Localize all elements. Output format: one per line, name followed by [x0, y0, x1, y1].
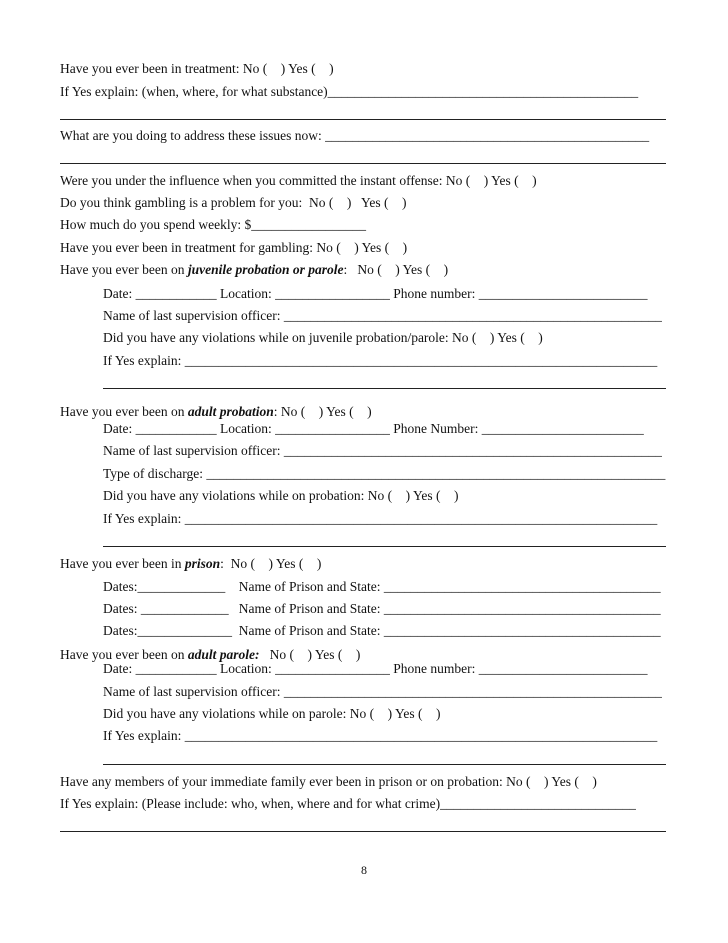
blank-answer-line	[103, 546, 666, 547]
adult-probation-emphasis: adult probation	[187, 404, 274, 419]
family-prison-question: Have any members of your immediate family ever been in prison or on probation: No ( ) Yes ( )	[60, 774, 597, 789]
juvenile-probation-question: Have you ever been on juvenile probation or parole: No ( ) Yes ( )	[60, 262, 449, 277]
family-explain-line: If Yes explain: (Please include: who, when, where and for what crime)_____________________________	[60, 796, 636, 811]
juvenile-probation-emphasis: juvenile probation or parole	[187, 262, 344, 277]
parole-supervision-officer: Name of last supervision officer: ________________________________________________________	[103, 684, 662, 699]
prison-question: Have you ever been in prison: No ( ) Yes ( )	[60, 556, 322, 571]
prison-dates-row: Dates: _____________ Name of Prison and State: _________________________________________	[103, 601, 661, 616]
blank-answer-line	[60, 119, 666, 120]
juvenile-supervision-officer: Name of last supervision officer: ________________________________________________________	[103, 308, 662, 323]
adult-parole-emphasis: adult parole:	[187, 647, 260, 662]
blank-answer-line	[60, 163, 666, 164]
blank-answer-line	[103, 388, 666, 389]
parole-explain-line: If Yes explain: ______________________________________________________________________	[103, 728, 658, 743]
blank-answer-line	[103, 764, 666, 765]
probation-discharge-type: Type of discharge: ____________________________________________________________________	[103, 466, 666, 481]
gambling-problem-question: Do you think gambling is a problem for you: No ( ) Yes ( )	[60, 195, 407, 210]
weekly-spend-question: How much do you spend weekly: $_________________	[60, 217, 366, 232]
address-issues-question: What are you doing to address these issues now: ________________________________________________	[60, 128, 650, 143]
parole-violations-question: Did you have any violations while on parole: No ( ) Yes ( )	[103, 706, 441, 721]
parole-date-location-phone: Date: ____________ Location: _________________ Phone number: _________________________	[103, 661, 648, 676]
influence-question: Were you under the influence when you committed the instant offense: No ( ) Yes ( )	[60, 173, 537, 188]
adult-parole-question: Have you ever been on adult parole: No ( ) Yes ( )	[60, 647, 361, 662]
blank-answer-line	[60, 831, 666, 832]
adult-probation-question: Have you ever been on adult probation: No ( ) Yes ( )	[60, 404, 372, 419]
juvenile-violations-question: Did you have any violations while on juvenile probation/parole: No ( ) Yes ( )	[103, 330, 543, 345]
prison-emphasis: prison	[184, 556, 221, 571]
prison-dates-row: Dates:______________ Name of Prison and State: _________________________________________	[103, 623, 661, 638]
gambling-treatment-question: Have you ever been in treatment for gambling: No ( ) Yes ( )	[60, 240, 408, 255]
treatment-explain-line: If Yes explain: (when, where, for what substance)______________________________________________	[60, 84, 639, 99]
probation-date-location-phone: Date: ____________ Location: _________________ Phone Number: ________________________	[103, 421, 644, 436]
juvenile-date-location-phone: Date: ____________ Location: _________________ Phone number: _________________________	[103, 286, 648, 301]
probation-violations-question: Did you have any violations while on probation: No ( ) Yes ( )	[103, 488, 459, 503]
page-number: 8	[361, 863, 367, 877]
juvenile-explain-line: If Yes explain: ______________________________________________________________________	[103, 353, 658, 368]
prison-dates-row: Dates:_____________ Name of Prison and State: _________________________________________	[103, 579, 661, 594]
treatment-question: Have you ever been in treatment: No ( ) Yes ( )	[60, 61, 334, 76]
probation-explain-line: If Yes explain: ______________________________________________________________________	[103, 511, 658, 526]
probation-supervision-officer: Name of last supervision officer: ________________________________________________________	[103, 443, 662, 458]
